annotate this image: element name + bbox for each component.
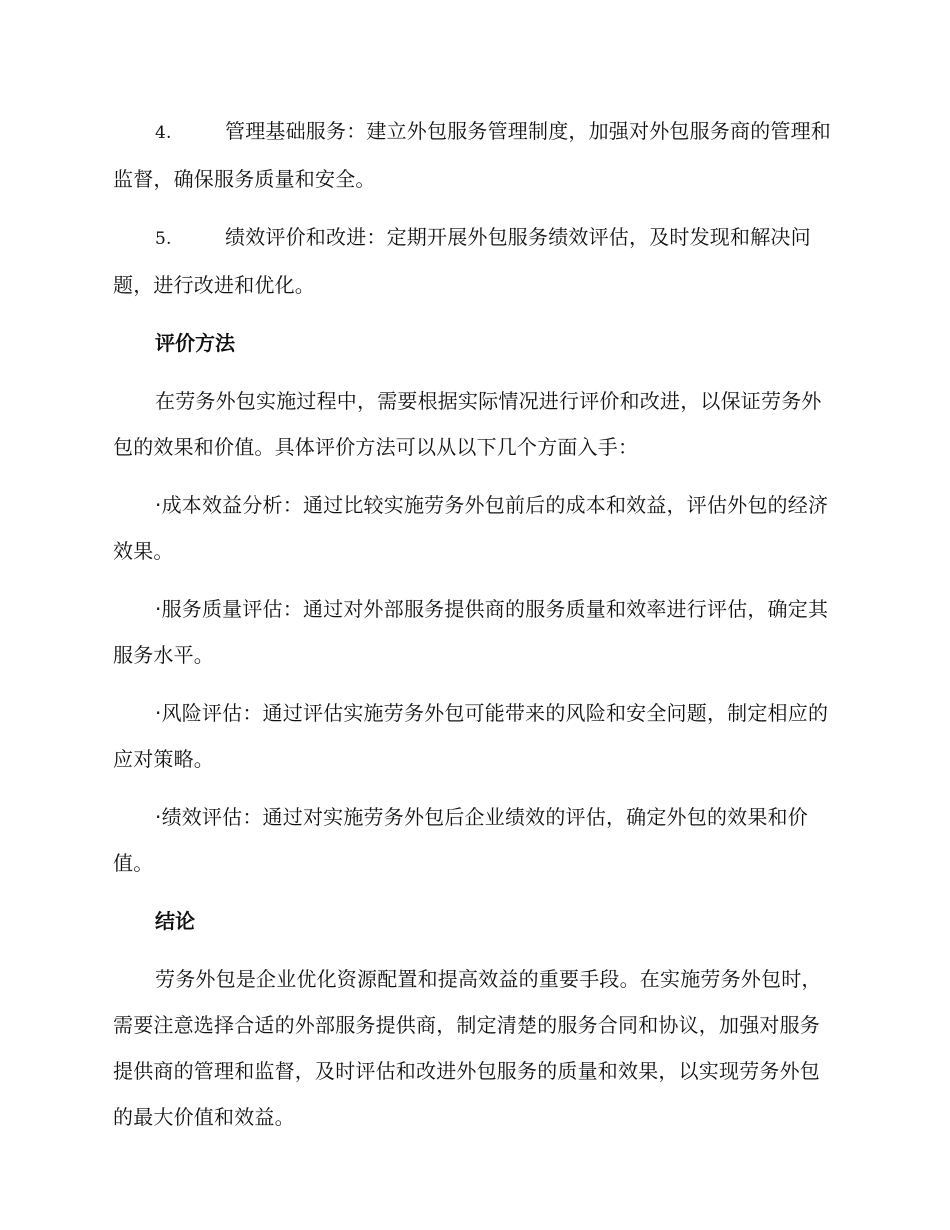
numbered-item-5 [113,214,835,308]
section-heading-conclusion: 结论 [155,909,195,933]
bullet-item-cost-benefit [113,482,835,574]
bullet-marker: · [155,493,162,517]
numbered-item-4 [113,108,835,202]
evaluation-intro-paragraph: 在劳务外包实施过程中，需要根据实际情况进行评价和改进，以保证劳务外包的效果和价值。具体评价方法可以从以下几个方面入手： [113,389,822,459]
bullet-marker: · [155,805,162,829]
document-page [113,108,835,1152]
section-heading-evaluation: 评价方法 [155,331,235,355]
bullet-item-service-quality [113,586,835,678]
bullet-text: 绩效评估：通过对实施劳务外包后企业绩效的评估，确定外包的效果和价值。 [113,805,808,875]
item-text: 绩效评价和改进：定期开展外包服务绩效评估，及时发现和解决问题，进行改进和优化。 [113,225,811,297]
bullet-item-risk [113,690,835,782]
item-number: 5. [155,229,172,249]
bullet-text: 成本效益分析：通过比较实施劳务外包前后的成本和效益，评估外包的经济效果。 [113,493,829,563]
bullet-item-performance [113,794,835,886]
item-text: 管理基础服务：建立外包服务管理制度，加强对外包服务商的管理和监督，确保服务质量和安全。 [113,119,831,191]
conclusion-paragraph: 劳务外包是企业优化资源配置和提高效益的重要手段。在实施劳务外包时，需要注意选择合适的外部服务提供商，制定清楚的服务合同和协议，加强对服务提供商的管理和监督，及时评估和改进外包服务的质量和效果，以实现劳务外包的最大价值和效益。 [113,967,822,1129]
bullet-marker: · [155,701,162,725]
item-number: 4. [155,123,172,143]
bullet-text: 服务质量评估：通过对外部服务提供商的服务质量和效率进行评估，确定其服务水平。 [113,597,829,667]
bullet-text: 风险评估：通过评估实施劳务外包可能带来的风险和安全问题，制定相应的应对策略。 [113,701,829,771]
bullet-marker: · [155,597,162,621]
